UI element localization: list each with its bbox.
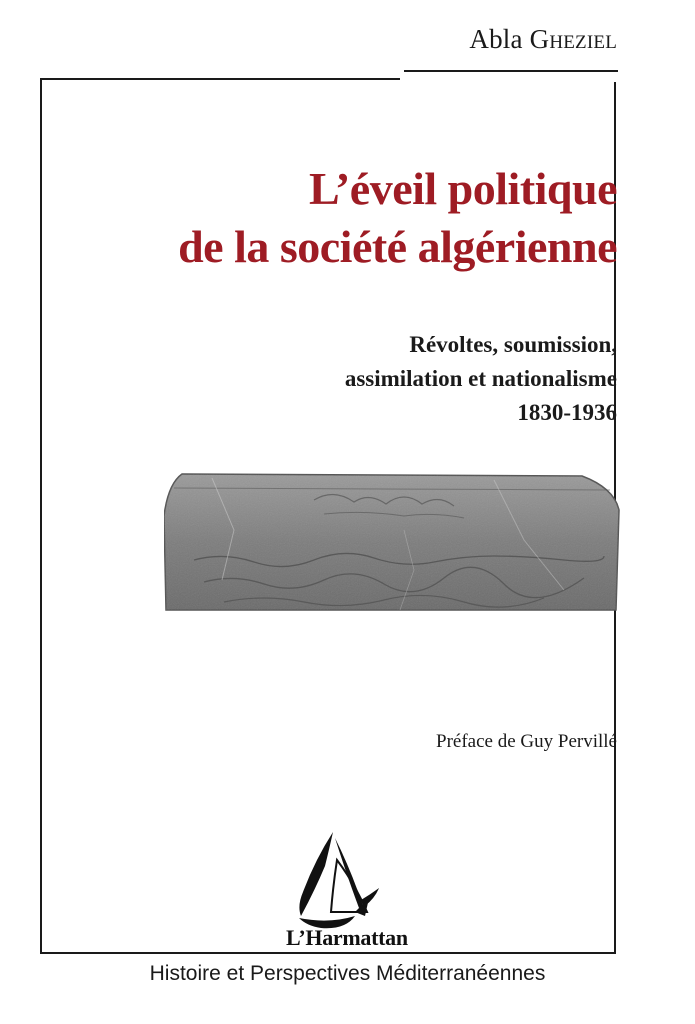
publisher-name: L’Harmattan xyxy=(286,925,408,950)
frame-gap xyxy=(400,76,620,82)
stone-stele-image xyxy=(164,470,622,612)
book-subtitle xyxy=(197,328,617,430)
preface-credit: Préface de Guy Pervillé xyxy=(436,731,617,752)
author-first-name: Abla xyxy=(469,24,523,54)
author-name xyxy=(469,24,617,55)
author-last-name: Gheziel xyxy=(529,24,617,54)
subtitle-line-3: 1830-1936 xyxy=(517,400,617,425)
subtitle-line-2: assimilation et nationalisme xyxy=(344,366,617,391)
title-line-1: L’éveil politique xyxy=(309,163,617,214)
subtitle-line-1: Révoltes, soumission, xyxy=(409,332,617,357)
author-underline xyxy=(404,70,618,72)
series-name: Histoire et Perspectives Méditerranéennes xyxy=(149,962,546,985)
book-title xyxy=(57,160,617,276)
title-line-2: de la société algérienne xyxy=(178,221,617,272)
